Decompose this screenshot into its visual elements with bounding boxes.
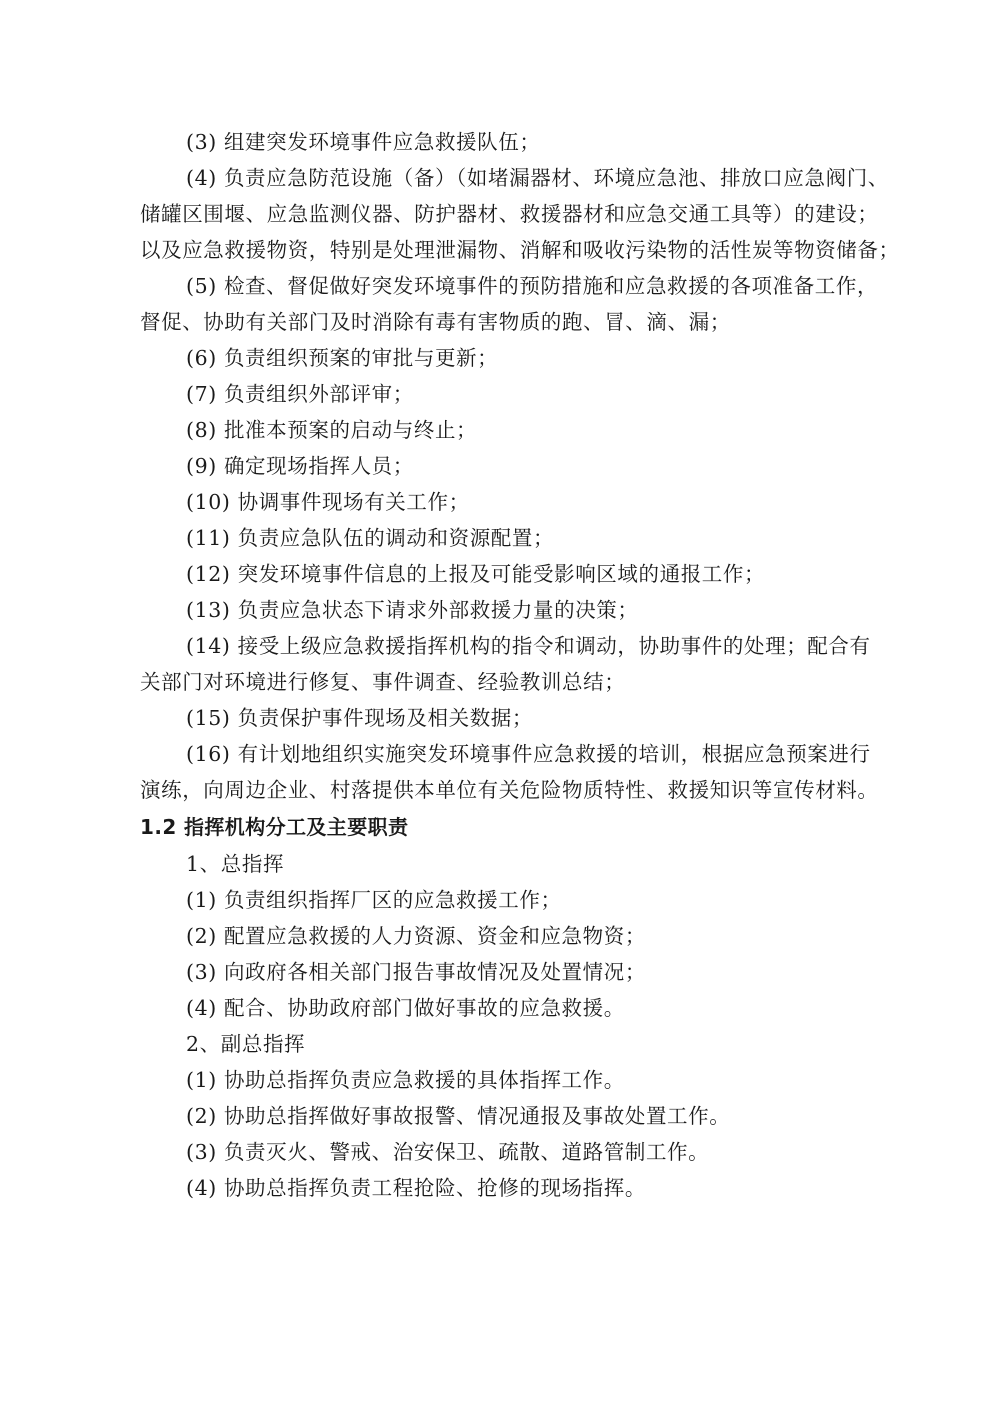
paragraph-item-4-line3: 以及应急救援物资，特别是处理泄漏物、消解和吸收污染物的活性炭等物资储备；	[140, 238, 900, 262]
general-duty-3: (3) 向政府各相关部门报告事故情况及处置情况；	[186, 960, 646, 984]
subsection-title-general: 1、总指挥	[186, 852, 285, 876]
general-duty-1: (1) 负责组织指挥厂区的应急救援工作；	[186, 888, 562, 912]
deputy-duty-4: (4) 协助总指挥负责工程抢险、抢修的现场指挥。	[186, 1176, 646, 1200]
paragraph-item-15: (15) 负责保护事件现场及相关数据；	[186, 706, 533, 730]
section-heading: 1.2 指挥机构分工及主要职责	[140, 815, 409, 839]
paragraph-item-16-line1: (16) 有计划地组织实施突发环境事件应急救援的培训，根据应急预案进行	[186, 742, 871, 766]
paragraph-item-13: (13) 负责应急状态下请求外部救援力量的决策；	[186, 598, 639, 622]
paragraph-item-14-line2: 关部门对环境进行修复、事件调查、经验教训总结；	[140, 670, 626, 694]
subsection-title-deputy: 2、副总指挥	[186, 1032, 306, 1056]
deputy-duty-2: (2) 协助总指挥做好事故报警、情况通报及事故处置工作。	[186, 1104, 731, 1128]
paragraph-item-16-line2: 演练，向周边企业、村落提供本单位有关危险物质特性、救援知识等宣传材料。	[140, 778, 879, 802]
deputy-duty-3: (3) 负责灭火、警戒、治安保卫、疏散、道路管制工作。	[186, 1140, 710, 1164]
paragraph-item-5-line1: (5) 检查、督促做好突发环境事件的预防措施和应急救援的各项准备工作，	[186, 274, 879, 298]
paragraph-item-8: (8) 批准本预案的启动与终止；	[186, 418, 478, 442]
paragraph-item-4-line2: 储罐区围堰、应急监测仪器、防护器材、救援器材和应急交通工具等）的建设；	[140, 202, 879, 226]
paragraph-item-12: (12) 突发环境事件信息的上报及可能受影响区域的通报工作；	[186, 562, 766, 586]
paragraph-item-11: (11) 负责应急队伍的调动和资源配置；	[186, 526, 555, 550]
paragraph-item-3: (3) 组建突发环境事件应急救援队伍；	[186, 130, 541, 154]
paragraph-item-5-line2: 督促、协助有关部门及时消除有毒有害物质的跑、冒、滴、漏；	[140, 310, 731, 334]
document-body	[140, 124, 900, 1206]
paragraph-item-6: (6) 负责组织预案的审批与更新；	[186, 346, 499, 370]
general-duty-4: (4) 配合、协助政府部门做好事故的应急救援。	[186, 996, 625, 1020]
paragraph-item-7: (7) 负责组织外部评审；	[186, 382, 414, 406]
general-duty-2: (2) 配置应急救援的人力资源、资金和应急物资；	[186, 924, 646, 948]
paragraph-item-14-line1: (14) 接受上级应急救援指挥机构的指令和调动，协助事件的处理；配合有	[186, 634, 871, 658]
deputy-duty-1: (1) 协助总指挥负责应急救援的具体指挥工作。	[186, 1068, 625, 1092]
paragraph-item-10: (10) 协调事件现场有关工作；	[186, 490, 470, 514]
paragraph-item-4-line1: (4) 负责应急防范设施（备）（如堵漏器材、环境应急池、排放口应急阀门、	[186, 166, 889, 190]
paragraph-item-9: (9) 确定现场指挥人员；	[186, 454, 414, 478]
